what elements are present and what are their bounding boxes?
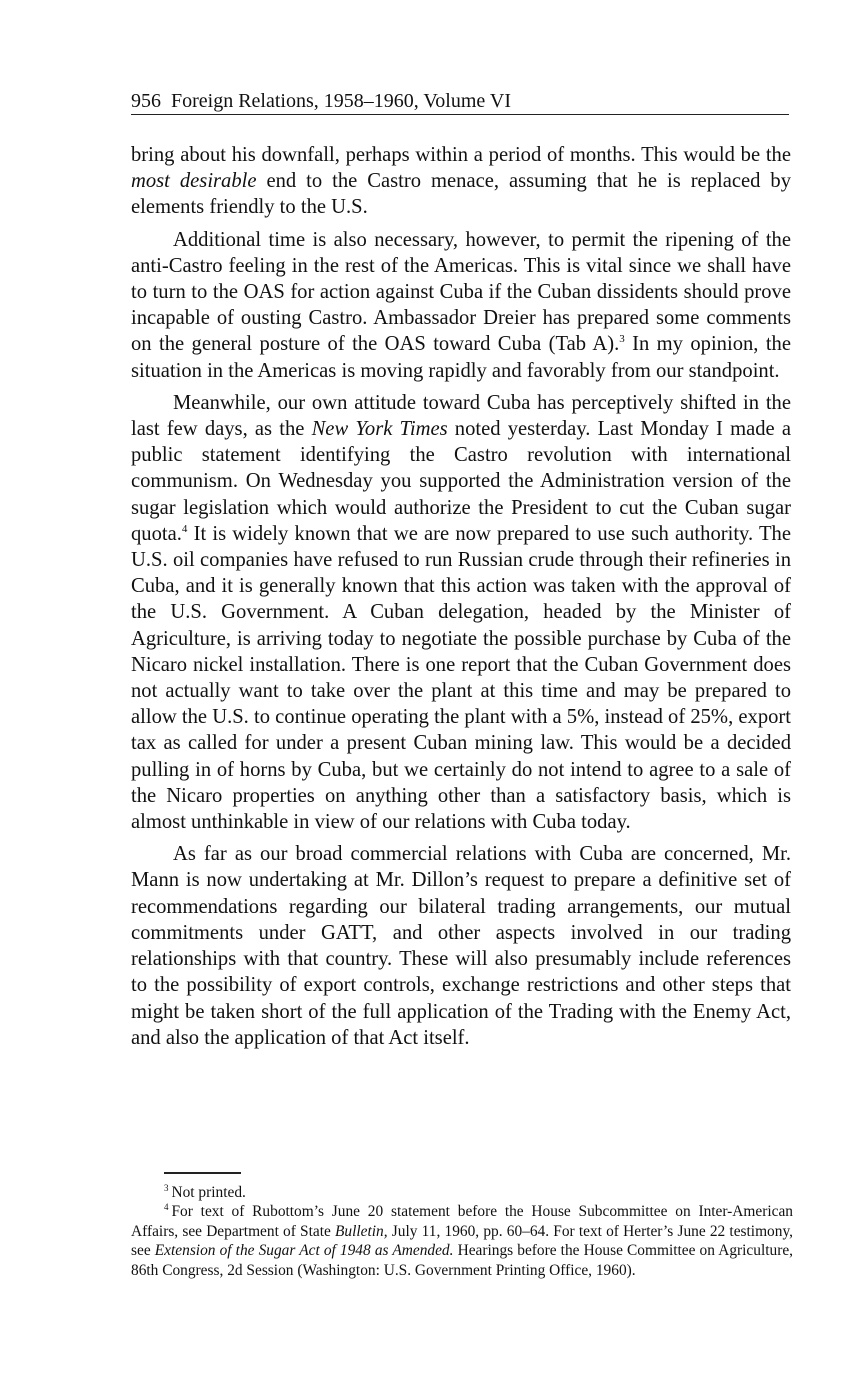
footnote-4-marker: 4 [164,1202,169,1213]
p2-text-a: Additional time is also necessary, however, to permit the ripening of the anti-Castro feeling in the rest of the Americas. This is vital since we shall have to turn to the OAS for action against Cuba if the Cuban dissidents should prove incapable of ousting Castro. Ambassador Dreier has prepared some comments on the general posture of the OAS toward Cuba (Tab A). [131,228,791,356]
p3-text-a: Meanwhile, our own attitude toward Cuba has perceptively shifted in the last few days, as the [131,391,791,441]
p3-text-c: It is widely known that we are now prepared to use such authority. The U.S. oil companies have refused to run Russian crude through their refineries in Cuba, and it is generally known that this action was taken with the approval of the U.S. Government. A Cuban delegation, headed by the Minister of Agriculture, is arriving today to negotiate the possible purchase by Cuba of the Nicaro nickel installation. There is one report that the Cuban Government does not actually want to take over the plant at this time and may be prepared to allow the U.S. to continue operating the plant with a 5%, instead of 25%, export tax as called for under a present Cuban mining law. This would be a decided pulling in of horns by Cuba, but we certainly do not intend to agree to a sale of the Nicaro properties on anything other than a satisfactory basis, which is almost unthinkable in view of our relations with Cuba today. [131,522,791,834]
footnote-4-text-b: July 11, 1960, pp. 60–64. For text of Herter’s June 22 testimony, see [131,1222,793,1260]
footnote-ref-4: 4 [181,522,188,535]
paragraph-3 [131,390,791,835]
volume-title: Foreign Relations, 1958–1960, Volume VI [171,90,511,112]
footnote-rule [164,1172,241,1174]
page-number: 956 [131,90,161,112]
p3-text-b: noted yesterday. Last Monday I made a public statement identifying the Castro revolution with international communism. On Wednesday you supported the Administration version of the sugar legislation which would authorize the President to cut the Cuban sugar quota. [131,418,791,545]
running-head [131,88,789,115]
p1-text-a: bring about his downfall, perhaps within a period of months. This would be the [131,144,791,166]
p2-text-b: In my opinion, the situation in the Americas is moving rapidly and favorably from our standpoint. [131,333,791,382]
footnote-4-emphasis-1: Bulletin, [335,1222,388,1240]
footnotes [131,1183,793,1280]
body-text [131,142,791,1057]
paragraph-2 [131,227,791,384]
footnote-4-text-a: For text of Rubottom’s June 20 statement before the House Subcommittee on Inter-American Affairs, see Department of State [131,1203,793,1240]
p1-emphasis: most desirable [131,170,257,193]
p1-text-b: end to the Castro menace, assuming that he is replaced by elements friendly to the U.S. [131,170,791,219]
footnote-4-emphasis-2: Extension of the Sugar Act of 1948 as Amended. [154,1242,454,1260]
footnote-ref-3: 3 [619,333,625,346]
footnote-3-text: Not printed. [171,1184,246,1201]
footnote-4-text-c: Hearings before the House Committee on Agriculture, 86th Congress, 2d Session (Washington: U.S. Government Printing Office, 1960). [131,1242,794,1279]
paragraph-1 [131,142,791,221]
footnote-4 [131,1202,793,1280]
p3-emphasis: New York Times [311,418,448,441]
paragraph-4: As far as our broad commercial relations with Cuba are concerned, Mr. Mann is now undertaking at Mr. Dillon’s request to prepare a definitive set of recommendations regarding our bilateral trading arrangements, our mutual commitments under GATT, and other aspects involved in our trading relationships with that country. These will also presumably include references to the possibility of export controls, exchange restrictions and other steps that might be taken short of the full application of the Trading with the Enemy Act, and also the application of that Act itself. [131,843,791,1049]
footnote-3-marker: 3 [164,1183,169,1193]
footnote-3 [131,1183,793,1202]
